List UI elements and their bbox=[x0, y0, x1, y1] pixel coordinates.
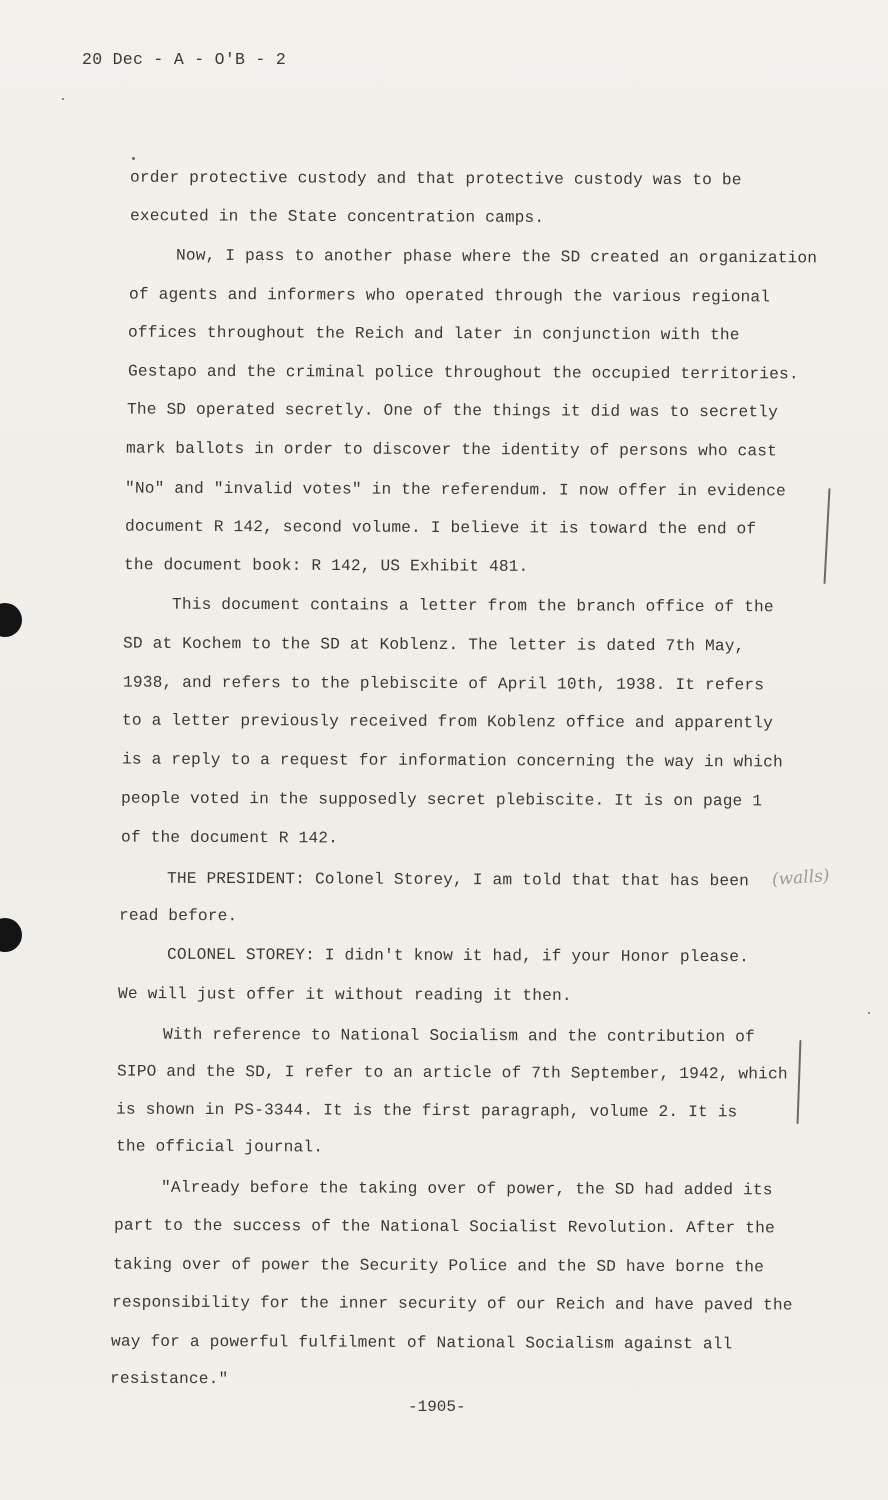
text-line: "No" and "invalid votes" in the referendum. I now offer in evidence bbox=[124, 479, 786, 501]
quote-line: responsibility for the inner security of our Reich and have paved the bbox=[111, 1293, 793, 1315]
text-line: the official journal. bbox=[115, 1137, 324, 1157]
margin-mark-2 bbox=[797, 1040, 802, 1124]
text-line: This document contains a letter from the branch office of the bbox=[171, 595, 774, 617]
text-line: We will just offer it without reading it then. bbox=[117, 985, 572, 1005]
page-header: 20 Dec - A - O'B - 2 bbox=[82, 50, 287, 69]
text-line: of the document R 142. bbox=[120, 828, 339, 848]
handwritten-note: (walls) bbox=[771, 866, 831, 890]
text-line: document R 142, second volume. I believe it is toward the end of bbox=[124, 517, 757, 539]
text-line: executed in the State concentration camps. bbox=[129, 207, 545, 227]
quote-line: resistance." bbox=[109, 1369, 229, 1389]
text-line: is shown in PS-3344. It is the first paragraph, volume 2. It is bbox=[115, 1100, 738, 1122]
text-line: the document book: R 142, US Exhibit 481. bbox=[123, 556, 529, 576]
text-line: to a letter previously received from Koblenz office and apparently bbox=[121, 711, 774, 733]
text-line: of agents and informers who operated through the various regional bbox=[128, 285, 771, 307]
paper-speck bbox=[132, 157, 135, 160]
text-line: SD at Kochem to the SD at Koblenz. The letter is dated 7th May, bbox=[122, 634, 745, 656]
paper-speck bbox=[868, 1012, 870, 1014]
text-line: Gestapo and the criminal police throughout the occupied territories. bbox=[127, 362, 799, 384]
text-line: people voted in the supposedly secret plebiscite. It is on page 1 bbox=[120, 789, 763, 811]
text-line: mark ballots in order to discover the identity of persons who cast bbox=[125, 439, 778, 461]
margin-mark-1 bbox=[823, 488, 830, 584]
quote-line: way for a powerful fulfilment of National Socialism against all bbox=[110, 1332, 733, 1354]
binder-hole-top bbox=[0, 603, 22, 637]
speaker-line-president: THE PRESIDENT: Colonel Storey, I am told that that has been bbox=[166, 869, 750, 891]
text-line: Now, I pass to another phase where the SD created an organization bbox=[175, 246, 818, 268]
text-line: SIPO and the SD, I refer to an article of 7th September, 1942, which bbox=[116, 1062, 788, 1084]
page-number: -1905- bbox=[408, 1398, 466, 1416]
text-line: is a reply to a request for information concerning the way in which bbox=[121, 750, 783, 772]
text-line: offices throughout the Reich and later in conjunction with the bbox=[127, 323, 740, 345]
text-line: read before. bbox=[118, 906, 238, 926]
text-line: The SD operated secretly. One of the things it did was to secretly bbox=[126, 400, 779, 422]
quote-line: part to the success of the National Socialist Revolution. After the bbox=[113, 1216, 775, 1238]
text-line: order protective custody and that protective custody was to be bbox=[129, 168, 742, 190]
text-line: 1938, and refers to the plebiscite of April 10th, 1938. It refers bbox=[122, 673, 765, 695]
quote-line: "Already before the taking over of power, the SD had added its bbox=[160, 1178, 773, 1200]
text-line: With reference to National Socialism and the contribution of bbox=[162, 1025, 755, 1047]
binder-hole-bottom bbox=[0, 918, 22, 952]
speaker-line-storey: COLONEL STOREY: I didn't know it had, if your Honor please. bbox=[166, 945, 750, 967]
paper-speck bbox=[62, 98, 64, 100]
quote-line: taking over of power the Security Police and the SD have borne the bbox=[112, 1255, 765, 1277]
